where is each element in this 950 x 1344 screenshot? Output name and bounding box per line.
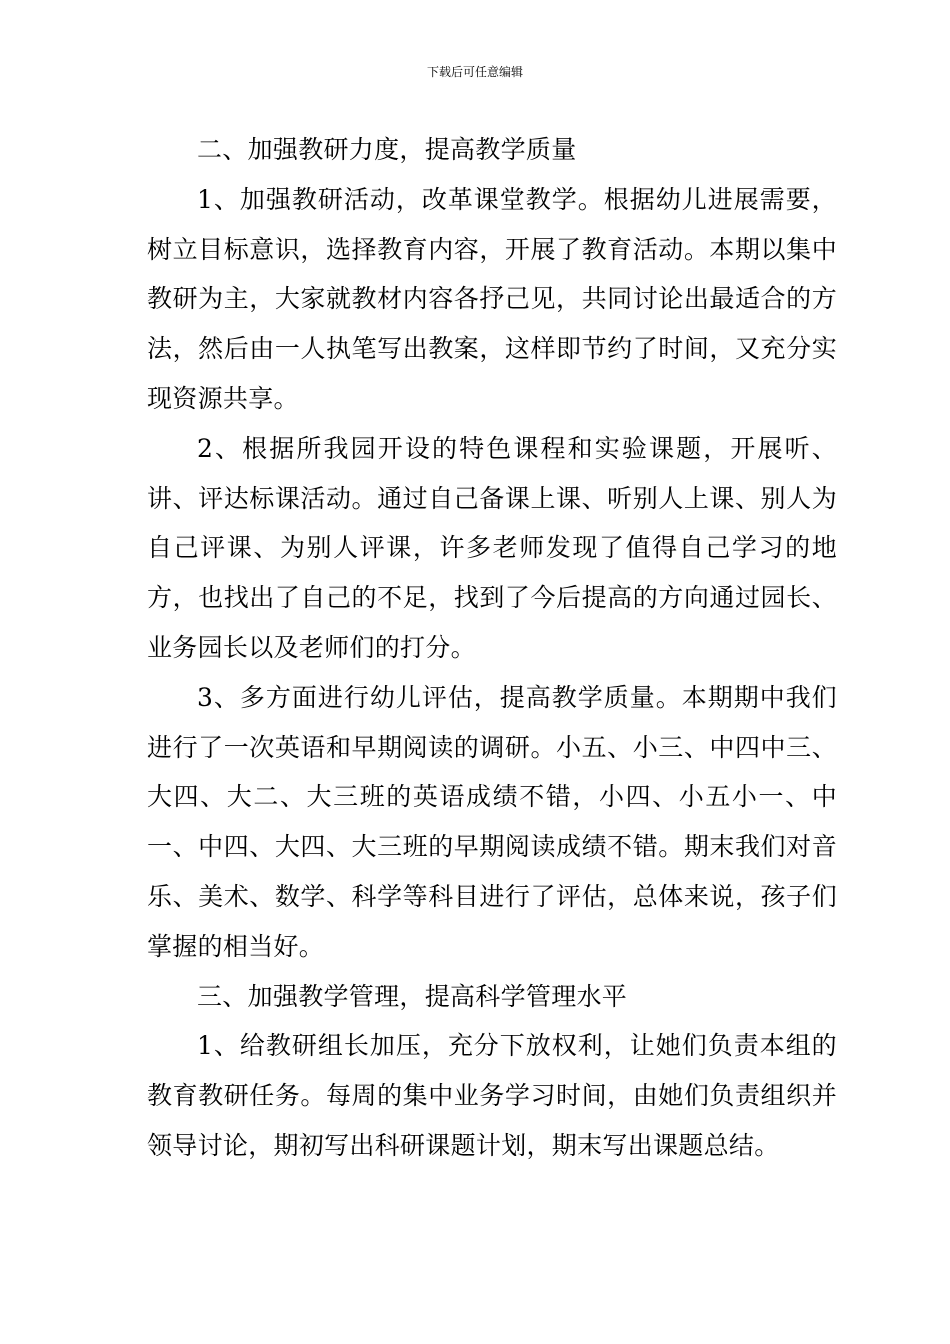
paragraph-group-leaders: 1、给教研组长加压，充分下放权利，让她们负责本组的教育教研任务。每周的集中业务学习时间，由她们负责组织并领导讨论，期初写出科研课题计划，期末写出课题总结。 bbox=[147, 1031, 837, 1160]
header-note: 下载后可任意编辑 bbox=[426, 65, 523, 79]
section-heading-2: 二、加强教研力度，提高教学质量 bbox=[197, 135, 577, 164]
document-body bbox=[147, 125, 837, 1171]
paragraph-teaching-research: 1、加强教研活动，改革课堂教学。根据幼儿进展需要，树立目标意识，选择教育内容，开展了教育活动。本期以集中教研为主，大家就教材内容各抒己见，共同讨论出最适合的方法，然后由一人执笔写出教案，这样即节约了时间，又充分实现资源共享。 bbox=[147, 184, 837, 413]
paragraph-demonstration-lessons: 2、根据所我园开设的特色课程和实验课题，开展听、讲、评达标课活动。通过自己备课上课、听别人上课、别人为自己评课、为别人评课，许多老师发现了值得自己学习的地方，也找出了自己的不足，找到了今后提高的方向通过园长、业务园长以及老师们的打分。 bbox=[147, 433, 837, 662]
paragraph-child-assessment: 3、多方面进行幼儿评估，提高教学质量。本期期中我们进行了一次英语和早期阅读的调研。小五、小三、中四中三、大四、大二、大三班的英语成绩不错，小四、小五小一、中一、中四、大四、大三班的早期阅读成绩不错。期末我们对音乐、美术、数学、科学等科目进行了评估，总体来说，孩子们掌握的相当好。 bbox=[147, 682, 837, 961]
section-heading-3: 三、加强教学管理，提高科学管理水平 bbox=[197, 981, 628, 1011]
